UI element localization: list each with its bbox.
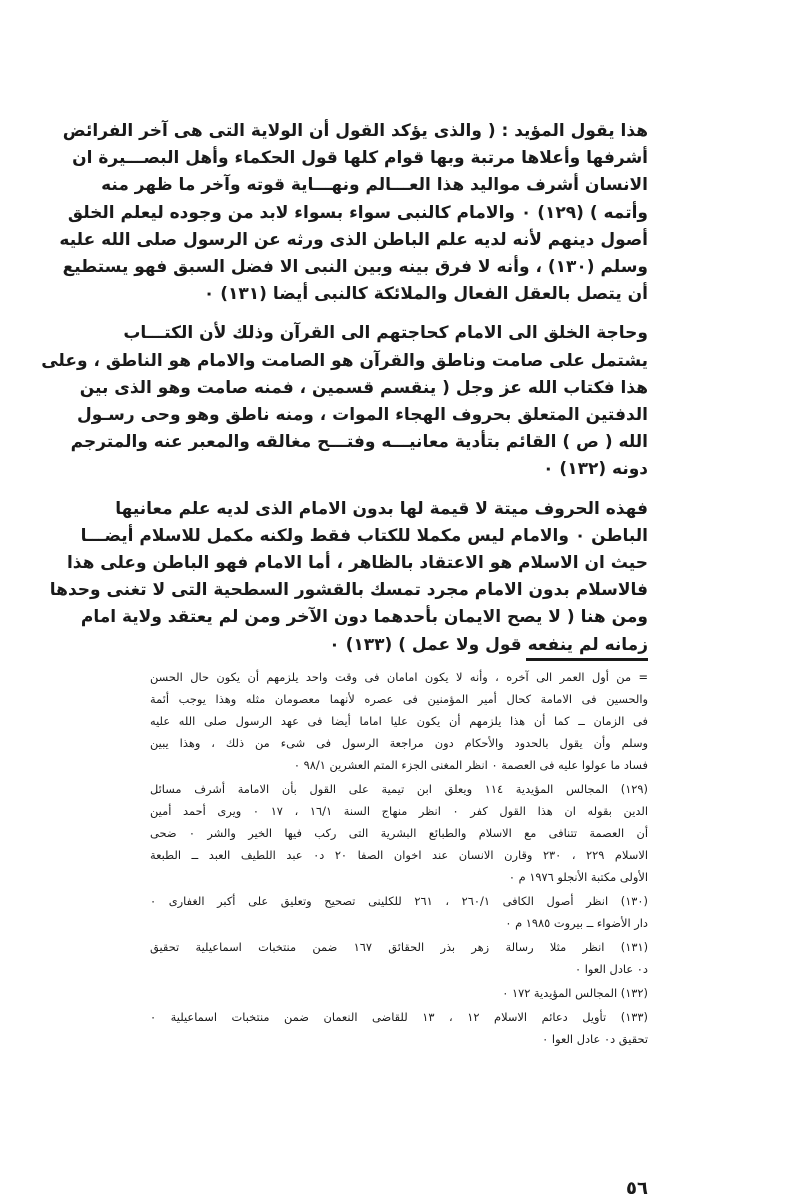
text-line: أصول دينهم لأنه لديه علم الباطن الذى ورثه عن الرسول صلى الله عليه (59, 229, 648, 250)
text-line: أشرفها وأعلاها مرتبة وبها قوام كلها قول الحكماء وأهل البصـــيرة ان (72, 148, 648, 169)
text-line: فالاسلام بدون الامام مجرد تمسك بالقشور السطحية التى لا تغنى وحدها (49, 580, 648, 601)
text-line: حيث ان الاسلام هو الاعتقاد بالظاهر ، أما الامام فهو الباطن وعلى هذا (66, 553, 648, 574)
footnote-line: والحسين فى الامامة كحال أمير المؤمنين فى عصره لأنهما معصومان مثله وهذا يوجب أئمة (150, 692, 648, 706)
footnote (150, 778, 648, 888)
text-line: دونه (١٣٢) ٠ (543, 459, 648, 480)
footnote-line: الدين بقوله ان هذا القول كفر ٠ انظر منهاج السنة ١٦/١ ، ١٧ ٠ ويرى أحمد أمين (150, 804, 648, 818)
footnote-line: د٠ عادل العوا ٠ (575, 962, 648, 976)
text-line: وأتمه ) (١٢٩) ٠ والامام كالنبى سواء بسواء لابد من وجوده ليعلم الخلق (67, 202, 648, 223)
footnote-line: وسلم وأن يقول بالحدود والأحكام دون مراجعة الرسول فى شىء من ذلك ، وهذا يبين (150, 736, 648, 750)
footnote-line: (١٢٩) المجالس المؤيدية ١١٤ ويعلق ابن تيمية على القول بأن الامامة أشرف مسائل (150, 782, 648, 796)
text-line: وحاجة الخلق الى الامام كحاجتهم الى القرآن وذلك لأن الكتـــاب (123, 323, 648, 344)
footnote-line: (١٣٠) انظر أصول الكافى ٢٦٠/١ ، ٢٦١ للكلينى تصحيح وتعليق على أكبر الغفارى ٠ (150, 894, 648, 908)
text-line: الباطن ٠ والامام ليس مكملا للكتاب فقط ولكنه مكمل للاسلام أيضـــا (80, 525, 648, 546)
main-text (41, 118, 648, 659)
text-line: ومن هنا ( لا يصح الايمان بأحدهما دون الآخر ومن لم يعتقد ولاية امام (80, 607, 648, 628)
text-line: هذا فكتاب الله عز وجل ( ينقسم قسمين ، فمنه صامت وهو الذى بين (79, 377, 648, 398)
page-number: ٥٦ (626, 1178, 648, 1199)
footnote-line: تحقيق د٠ عادل العوا ٠ (542, 1032, 648, 1046)
footnotes (150, 666, 648, 1052)
footnote-line: فساد ما عولوا عليه فى العصمة ٠ انظر المغنى الجزء المتم العشرين ٩٨/١ ٠ (293, 758, 648, 772)
text-line: زمانه لم ينفعه قول ولا عمل ) (١٣٣) ٠ (329, 634, 648, 655)
text-line: الدفتين المتعلق بحروف الهجاء الموات ، ومنه ناطق وهو وحى رسـول (76, 405, 648, 426)
text-line: يشتمل على صامت وناطق والقرآن هو الصامت والامام هو الناطق ، وعلى (41, 350, 648, 371)
footnote-line: (١٣٣) تأويل دعائم الاسلام ١٢ ، ١٣ للقاضى النعمان ضمن منتخبات اسماعيلية ٠ (150, 1010, 648, 1024)
footnote (150, 1006, 648, 1050)
footnote-line: (١٣٢) المجالس المؤيدية ١٧٢ ٠ (502, 986, 648, 1000)
footnote (150, 890, 648, 934)
text-line: هذا يقول المؤيد : ( والذى يؤكد القول أن الولاية التى هى آخر الفرائض (62, 121, 648, 141)
footnote-line: دار الأضواء ــ بيروت ١٩٨٥ م ٠ (505, 916, 648, 930)
paragraph (41, 320, 648, 483)
footnote-line: فى الزمان ــ كما أن هذا يلزمهم أن يكون عليا اماما أيضا فى عهد الرسول صلى الله عليه (150, 714, 648, 728)
text-line: وسلم (١٣٠) ، وأنه لا فرق بينه وبين النبى الا فضل السبق فهو يستطيع (62, 257, 648, 278)
footnote (150, 982, 648, 1004)
footnote-line: أن العصمة تتنافى مع الاسلام والطبائع البشرية التى ركب فيها الخير والشر ٠ ضحى (150, 826, 649, 840)
paragraph (49, 496, 648, 659)
paragraph (59, 118, 648, 308)
book-page (41, 118, 649, 1199)
footnote-line: الاسلام ٢٢٩ ، ٢٣٠ وقارن الانسان عند اخوان الصفا ٢٠ د٠ عبد اللطيف العبد ــ الطبعة (150, 848, 648, 862)
footnote (150, 666, 648, 776)
footnote (150, 936, 648, 980)
text-line: الله ( ص ) القائم بتأدية معانيـــه وفتـــح مغالقه والمعبر عنه والمترجم (70, 432, 648, 453)
footnote-divider (526, 658, 648, 661)
text-line: أن يتصل بالعقل الفعال والملائكة كالنبى أيضا (١٣١) ٠ (203, 284, 648, 305)
footnote-line: = من أول العمر الى آخره ، وأنه لا يكون امامان فى وقت واحد يلزمهم أن يكون حال الحسن (150, 670, 648, 684)
text-line: الانسان أشرف مواليد هذا العـــالم ونهـــاية قوته وآخر ما ظهر منه (101, 175, 648, 196)
text-line: فهذه الحروف ميتة لا قيمة لها بدون الامام الذى لديه علم معانيها (115, 498, 648, 519)
footnote-line: الأولى مكتبة الأنجلو ١٩٧٦ م ٠ (508, 870, 648, 884)
footnote-line: (١٣١) انظر مثلا رسالة زهر بذر الحقائق ١٦٧ ضمن منتخبات اسماعيلية تحقيق (150, 940, 649, 954)
